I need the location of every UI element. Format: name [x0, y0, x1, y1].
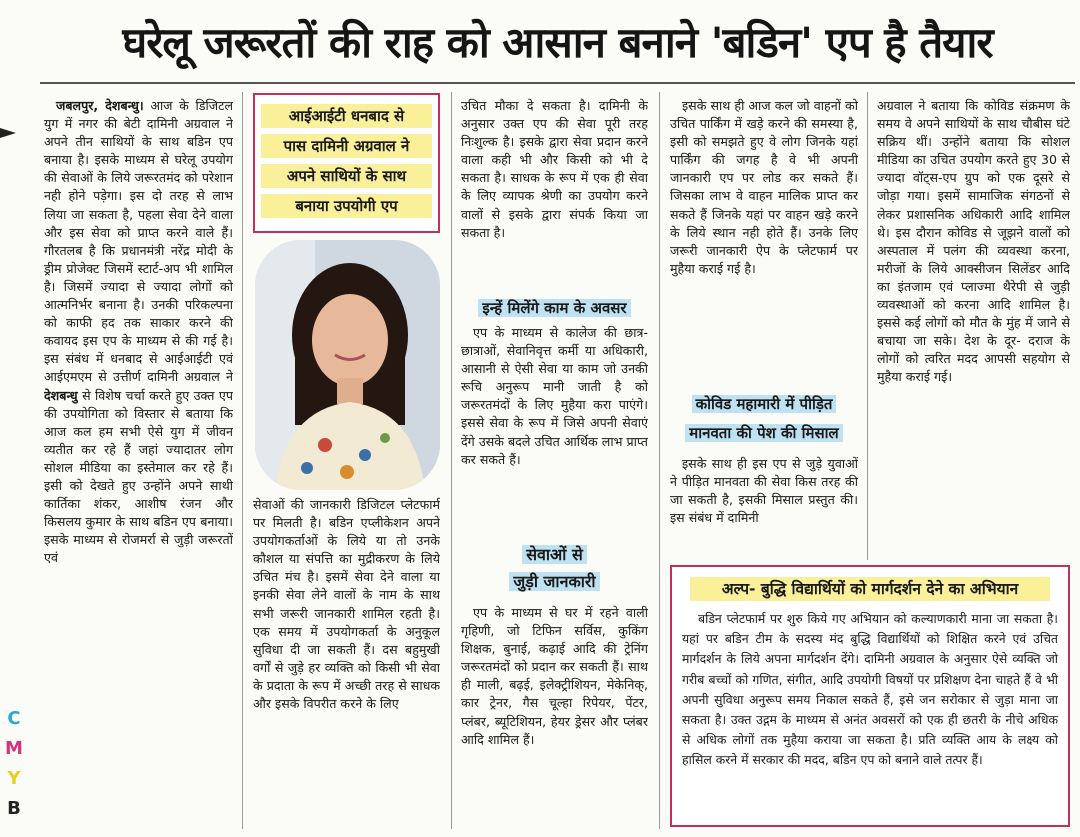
- column-4-top: [670, 97, 858, 387]
- registration-mark-c: C: [7, 708, 21, 729]
- pullquote-line: अपने साथियों के साथ: [261, 164, 432, 188]
- col5-paragraph-1: अग्रवाल ने बताया कि कोविड संक्रमण के समय वे अपने साथियों के साथ चौबीस घंटे सक्रिय थीं। उन्होंने बताया कि सोशल मीडिया का उचित उपयोग करते हुए 30 से ज्यादा वॉट्स-एप ग्रुप को एक दूसरे से जोड़ा गया। इसमें सामाजिक संगठनों से लेकर प्रशासनिक अधिकारी आदि शामिल थे। इस दौरान कोविड से जूझने वालों को अस्पताल में पलंग की व्यवस्था करना, मरीजों के लिये आक्सीजन सिलेंडर आदि का इंतजाम एवं प्लाज्मा थैरेपी से जुड़ी व्यवस्थाओं को करना आदि शामिल है। इससे कई लोगों को मौत के मुंह में जाने से बचाया जा सके। देश के दूर- दराज के लोगों को त्वरित मदद आपसी सहयोग से मुहैया कराई गई।: [877, 98, 1070, 385]
- pullquote-line: आईआईटी धनबाद से: [261, 104, 432, 128]
- registration-arrow: [0, 128, 16, 138]
- subhead-services-info: सेवाओं से जुड़ी जानकारी: [461, 541, 648, 595]
- column-1: [44, 97, 233, 829]
- col3-paragraph-1: उचित मौका दे सकता है। दामिनी के अनुसार उक्त एप की सेवा पूरी तरह निःशुल्क है। इसके द्वारा सेवा प्रदान करने वाला कही भी और किसी को भी दे सकता है। साधक के रूप में एक ही सेवा के लिए व्यापक श्रेणी का उपयोग करने वालों से इसके द्वारा संपर्क किया जा सकता है।: [461, 98, 648, 240]
- column-divider: [867, 92, 868, 560]
- subhead-opportunities: इन्हें मिलेंगे काम के अवसर: [461, 297, 648, 319]
- col1-paragraph-2: से विशेष चर्चा करते हुए उक्त एप की उपयोगिता को विस्तार से बताया कि आज कल हम सभी ऐसे युग में जीवन व्यतीत कर रहे हैं जहां ज्यादातर लोग सोशल मीडिया का इस्तेमाल कर रहे हैं। इसी को देखते हुए उन्होंने अपने साथी कार्तिका शंकर, आशीष रंजन और किसलय कुमार के साथ बडिन एप बनाया। इसके माध्यम से रोजमर्रा से जुड़ी जरूरतों एवं: [44, 387, 233, 566]
- col2-paragraph-1: सेवाओं की जानकारी डिजिटल प्लेटफार्म पर मिलती है। बडिन एप्लीकेशन अपने उपयोगकर्ताओं के लिये या तो उनके कौशल या संपत्ति का मुद्रीकरण के लिये उचित मंच है। इसमें सेवा देने वाला या इनकी सेवा लेने वालों के नाम के साथ सभी जरूरी जानकारी शामिल रहती है। एक समय में उपयोगकर्ता के अनुकूल सुविधा दी जा सकती हैं। दस बहुमुखी वर्गों से जुड़े हर व्यक्ति को किसी भी सेवा के प्रदाता के रूप में अच्छी तरह से साधक और इसके विपरीत करने के लिए: [253, 497, 440, 712]
- col4-paragraph-1: इसके साथ ही आज कल जो वाहनों को उचित पार्किंग में खड़े करने की समस्या है, इसी को समझते हुए वे लोग जिनके यहां पार्किंग की जगह है वे भी अपनी जानकारी एप पर लोड कर सकते हैं। जिसका लाभ वे वाहन मालिक प्राप्त कर सकते हैं जिनके यहां पर वाहन खड़े करने के लिये स्थान नही होते हैं। उनके लिए जरूरी जानकारी ऐप के प्लेटफार्म पर मुहैया कराई गई है।: [670, 98, 858, 276]
- portrait-illustration: [255, 240, 440, 490]
- subhead-covid: कोविड महामारी में पीड़ित मानवता की पेश की मिसाल: [668, 390, 860, 448]
- registration-mark-b: B: [7, 798, 21, 819]
- portrait-photo: [255, 240, 440, 490]
- col3-paragraph-2: एप के माध्यम से कालेज की छात्र-छात्राओं, सेवानिवृत्त कर्मी या अधिकारी, आसानी से ऐसी सेवा या काम जो उनकी रूचि अनुरूप मानी जाती है को जरूरतमंदों के लिए मुहैया करा पाएंगे। इससे सेवा के रूप में जिसे अपनी सेवाएं देंगे उसके बदले उचित आर्थिक लाभ प्राप्त कर सकते हैं।: [461, 325, 648, 467]
- col1-paragraph-1: आज के डिजिटल युग में नगर की बेटी दामिनी अग्रवाल ने अपने तीन साथियों के साथ बडिन एप बनाया है। इसके माध्यम से घरेलू उपयोग की सेवाओं के लिये जरूरतमंद को परेशान नही होने पड़ेगा। इस दो तरह से लाभ लिया जा सकता है, पहला सेवा देने वाला और इस सेवा को प्राप्त करने वाले हैं। गौरतलब है कि प्रधानमंत्री नरेंद्र मोदी के ड्रीम प्रोजेक्ट जिसमें स्टार्ट-अप भी शामिल है। जिसमें ज्यादा से ज्यादा लोगों को आत्मनिर्भर बनाना है। उनकी परिकल्पना को काफी हद तक साकार करने की कवायद इस एप के माध्यम से की गई है। इस संबंध में धनबाद से आईआईटी एवं आईएमएम से उत्तीर्ण दामिनी अग्रवाल ने: [44, 98, 233, 385]
- headline: घरेलू जरूरतों की राह को आसान बनाने 'बडिन' एप है तैयार: [122, 18, 993, 67]
- registration-mark-y: Y: [7, 768, 21, 789]
- column-3-bottom: [461, 604, 648, 829]
- campaign-title: अल्प- बुद्धि विद्यार्थियों को मार्गदर्शन देने का अभियान: [690, 577, 1050, 601]
- column-divider: [451, 92, 452, 829]
- dateline: जबलपुर, देशबन्धु।: [56, 98, 144, 113]
- registration-mark-m: M: [5, 738, 23, 759]
- column-3-top: [461, 97, 648, 297]
- column-divider: [659, 92, 660, 829]
- pullquote-line: बनाया उपयोगी एप: [261, 194, 432, 218]
- column-divider: [242, 92, 243, 829]
- column-4-bottom: [670, 455, 858, 561]
- campaign-box: [670, 565, 1070, 827]
- brand-name: देशबन्धु: [44, 387, 78, 403]
- column-5: [877, 97, 1070, 561]
- pullquote-box: [253, 93, 440, 233]
- col4-paragraph-2: इसके साथ ही इस एप से जुड़े युवाओं ने पीड़ित मानवता की सेवा किस तरह की जा सकती है, इसकी मिसाल प्रस्तुत की। इस संबंध में दामिनी: [670, 456, 858, 526]
- headline-rule: [40, 82, 1075, 84]
- col3-paragraph-3: एप के माध्यम से घर में रहने वाली गृहिणी, जो टिफिन सर्विस, कुकिंग शिक्षक, बुनाई, कढ़ाई आदि की ट्रेनिंग जरूरतमंदों को प्रदान कर सकती हैं। साथ ही माली, बढ़ई, इलेक्ट्रीशियन, मेकेनिक्, कार ट्रेनर, गैस चूल्हा रिपेयर, पेंटर, प्लंबर, ब्यूटिशियन, हेयर ड्रेसर और प्लंबर आदि शामिल हैं।: [461, 605, 648, 747]
- column-2: [253, 496, 440, 829]
- campaign-body: बडिन प्लेटफार्म पर शुरु किये गए अभियान को कल्याणकारी माना जा सकता है। यहां पर बडिन टीम के सदस्य मंद बुद्धि विद्यार्थियों को शिक्षित करने एवं उचित मार्गदर्शन के लिये अपना मार्गदर्शन देंगे। दामिनी अग्रवाल के अनुसार ऐसे व्यक्ति जो गरीब बच्चों को गणित, संगीत, आदि उपयोगी विषयों पर प्रशिक्षण देना चाहते हैं वे भी अपनी सुविधा अनुरूप समय निकाल सकते हैं, इसे जन सरोकार से जुड़ा माना जा सकता है। उक्त उद्गम के माध्यम से अनंत अवसरों को एक ही छतरी के नीचे अधिक से अधिक लोगों तक मुहैया कराया जा सकता है। प्रति व्यक्ति आय के लक्ष्य को हासिल करने में सरकार की मदद, बडिन एप को बनाने वाले तत्पर हैं।: [682, 611, 1058, 768]
- column-3-middle: [461, 324, 648, 536]
- pullquote-line: पास दामिनी अग्रवाल ने: [261, 134, 432, 158]
